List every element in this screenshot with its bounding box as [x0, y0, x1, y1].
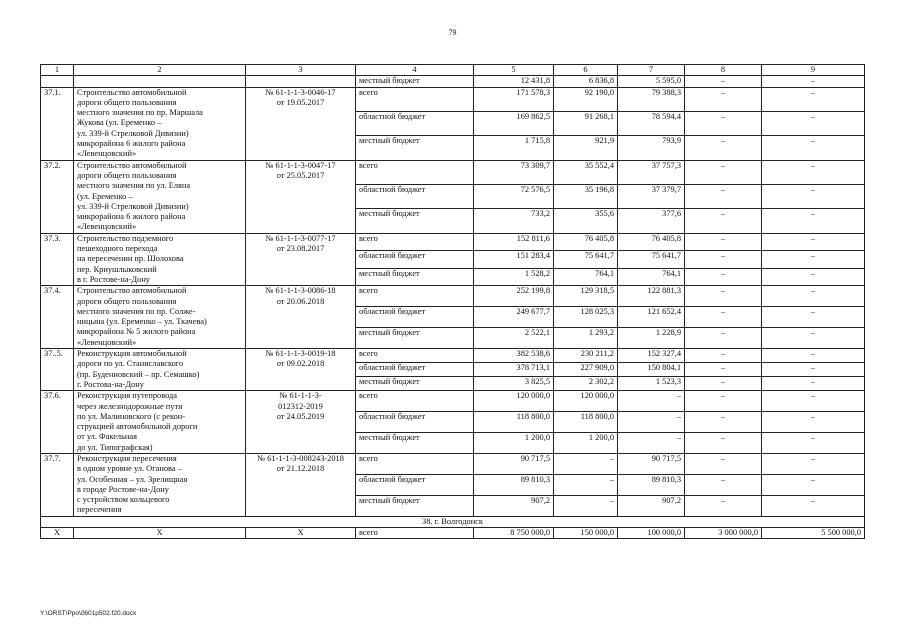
- section-title: 38. г. Волгодонск: [41, 516, 865, 527]
- item-number: 37.6.: [41, 391, 74, 454]
- value-col9: –: [762, 286, 865, 307]
- cell-line: на пересечении пр. Шолохова: [77, 254, 184, 264]
- value-col8: –: [685, 136, 762, 160]
- header-cell: 5: [474, 65, 554, 76]
- value-total: 382 538,6: [474, 349, 554, 363]
- section-row: [41, 516, 865, 527]
- cell-line: пер. Криушлыковский: [77, 264, 157, 274]
- cell-line: с устройством кольцевого: [77, 495, 170, 505]
- value-col7: 1 523,3: [618, 377, 685, 391]
- item-number: 37.1.: [41, 87, 74, 160]
- cell-line: № 61-1-1-3-0086-18: [265, 286, 336, 296]
- item-document: [246, 233, 356, 285]
- value-col7: 76 405,8: [618, 233, 685, 250]
- last-row-cell: Х: [41, 528, 74, 539]
- value-total: 1 200,0: [474, 433, 554, 454]
- value-total: 89 810,3: [474, 474, 554, 495]
- table-row: [41, 87, 865, 111]
- value-col8: –: [685, 377, 762, 391]
- value-col9: –: [762, 349, 865, 363]
- value-col7: 152 327,4: [618, 349, 685, 363]
- value-col6: 355,6: [554, 209, 618, 233]
- cell-line: Строительство автомобильной: [77, 286, 187, 296]
- value-col7: 907,2: [618, 495, 685, 516]
- value-col7: 1 228,9: [618, 328, 685, 349]
- value-col6: 35 196,8: [554, 185, 618, 209]
- cell-line: ул. 339-й Стрелковой Дивизии): [77, 201, 189, 211]
- cell-line: ул. 339-й Стрелковой Дивизии): [77, 128, 189, 138]
- funding-source: областной бюджет: [356, 111, 474, 135]
- item-name: [74, 160, 246, 233]
- item-document: [246, 76, 356, 87]
- header-cell: 9: [762, 65, 865, 76]
- value-col7: 37 379,7: [618, 185, 685, 209]
- item-name: [74, 76, 246, 87]
- cell-line: местного значения по пр. Маршала: [77, 108, 203, 118]
- value-col8: –: [685, 286, 762, 307]
- value-col7: 150 804,1: [618, 363, 685, 377]
- value-total: 169 862,5: [474, 111, 554, 135]
- table-row: [41, 391, 865, 412]
- value-col6: 92 190,0: [554, 87, 618, 111]
- value-col8: –: [685, 268, 762, 286]
- cell-line: струкцией автомобильной дороги: [77, 422, 198, 432]
- cell-line: «Левенцовский»: [77, 337, 137, 347]
- cell-line: № 61-1-1-3-0046-17: [265, 87, 336, 97]
- value-col8: –: [685, 349, 762, 363]
- value-col7: –: [618, 433, 685, 454]
- value-col8: –: [685, 160, 762, 184]
- value-total: 2 522,1: [474, 328, 554, 349]
- last-row-cell: 100 000,0: [618, 528, 685, 539]
- item-document: [246, 453, 356, 516]
- value-col9: –: [762, 233, 865, 250]
- value-total: 1 528,2: [474, 268, 554, 286]
- funding-source: областной бюджет: [356, 185, 474, 209]
- table-row: [41, 233, 865, 250]
- value-col8: –: [685, 251, 762, 268]
- value-col9: –: [762, 136, 865, 160]
- table-row: [41, 349, 865, 363]
- last-row-cell: 150 000,0: [554, 528, 618, 539]
- cell-line: дороги общего пользования: [77, 296, 177, 306]
- cell-line: (ул. Еременко –: [77, 191, 133, 201]
- value-col9: –: [762, 363, 865, 377]
- value-col6: 76 405,8: [554, 233, 618, 250]
- header-cell: 7: [618, 65, 685, 76]
- value-col9: –: [762, 111, 865, 135]
- value-col6: 128 025,3: [554, 307, 618, 328]
- value-total: 152 811,6: [474, 233, 554, 250]
- value-col7: –: [618, 412, 685, 433]
- value-col8: –: [685, 328, 762, 349]
- budget-table: [40, 64, 865, 539]
- value-col7: –: [618, 391, 685, 412]
- value-total: 12 431,8: [474, 76, 554, 87]
- funding-source: всего: [356, 160, 474, 184]
- item-document: [246, 391, 356, 454]
- value-col9: –: [762, 87, 865, 111]
- cell-line: местного значения по ул. Еляна: [77, 181, 191, 191]
- value-total: 120 000,0: [474, 391, 554, 412]
- cell-line: № 61-1-1-3-008243-2018: [257, 453, 344, 463]
- funding-source: областной бюджет: [356, 363, 474, 377]
- item-name: [74, 87, 246, 160]
- value-col9: –: [762, 209, 865, 233]
- cell-line: № 61-1-1-3-0077-17: [265, 233, 336, 243]
- cell-line: Реконструкция автомобильной: [77, 349, 187, 359]
- value-total: 72 576,5: [474, 185, 554, 209]
- file-path: Y:\ORST\Ppo\0601p502.f20.docx: [40, 610, 137, 617]
- value-col8: –: [685, 495, 762, 516]
- item-document: [246, 349, 356, 391]
- cell-line: «Левенцовский»: [77, 149, 137, 159]
- header-cell: 4: [356, 65, 474, 76]
- value-col8: –: [685, 87, 762, 111]
- cell-line: в одном уровне ул. Оганова –: [77, 464, 182, 474]
- header-cell: 2: [74, 65, 246, 76]
- item-document: [246, 286, 356, 349]
- cell-line: в г. Ростове-на-Дону: [77, 274, 150, 284]
- table-row: [41, 286, 865, 307]
- value-col9: –: [762, 160, 865, 184]
- value-col8: –: [685, 307, 762, 328]
- cell-line: по ул. Малиновского (с рекон-: [77, 411, 186, 421]
- value-col7: 377,6: [618, 209, 685, 233]
- value-total: 907,2: [474, 495, 554, 516]
- funding-source: всего: [356, 391, 474, 412]
- value-col6: 35 552,4: [554, 160, 618, 184]
- last-row-cell: Х: [246, 528, 356, 539]
- value-total: 118 800,0: [474, 412, 554, 433]
- table-header-row: [41, 65, 865, 76]
- funding-source: местный бюджет: [356, 495, 474, 516]
- value-total: 1 715,8: [474, 136, 554, 160]
- value-col9: –: [762, 453, 865, 474]
- value-col9: –: [762, 307, 865, 328]
- value-col7: 78 594,4: [618, 111, 685, 135]
- cell-line: Реконструкция пересечения: [77, 453, 177, 463]
- value-col8: –: [685, 412, 762, 433]
- value-col8: –: [685, 185, 762, 209]
- cell-line: от 23.08.2017: [276, 244, 325, 254]
- cell-line: № 61-1-1-3-: [279, 391, 322, 401]
- funding-source: местный бюджет: [356, 377, 474, 391]
- funding-source: местный бюджет: [356, 433, 474, 454]
- cell-line: пешеходного перехода: [77, 244, 158, 254]
- value-col9: –: [762, 474, 865, 495]
- value-total: 3 825,5: [474, 377, 554, 391]
- table-row: [41, 76, 865, 87]
- value-col9: –: [762, 251, 865, 268]
- value-col6: 6 836,8: [554, 76, 618, 87]
- table-row: [41, 528, 865, 539]
- value-col6: –: [554, 474, 618, 495]
- value-col6: 1 200,0: [554, 433, 618, 454]
- item-number: 37.4.: [41, 286, 74, 349]
- cell-line: дороги общего пользования: [77, 170, 177, 180]
- item-document: [246, 160, 356, 233]
- value-total: 733,2: [474, 209, 554, 233]
- cell-line: (пр. Буденновский – пр. Семашко): [77, 369, 200, 379]
- value-col8: –: [685, 76, 762, 87]
- cell-line: 012312-2019: [278, 401, 323, 411]
- item-name: [74, 453, 246, 516]
- value-col8: –: [685, 111, 762, 135]
- cell-line: от 21.12.2018: [276, 464, 325, 474]
- funding-source: местный бюджет: [356, 76, 474, 87]
- cell-line: Строительство автомобильной: [77, 87, 187, 97]
- cell-line: Реконструкция путепровода: [77, 391, 178, 401]
- table-row: [41, 160, 865, 184]
- value-col6: 129 318,5: [554, 286, 618, 307]
- value-col6: 120 000,0: [554, 391, 618, 412]
- cell-line: до ул. Типографская): [77, 442, 153, 452]
- funding-source: местный бюджет: [356, 209, 474, 233]
- value-col6: 75 641,7: [554, 251, 618, 268]
- value-col6: 230 211,2: [554, 349, 618, 363]
- cell-line: в городе Ростове-на-Дону: [77, 484, 169, 494]
- value-col9: –: [762, 268, 865, 286]
- funding-source: областной бюджет: [356, 412, 474, 433]
- cell-line: от 24.05.2019: [276, 411, 325, 421]
- value-col7: 5 595,0: [618, 76, 685, 87]
- cell-line: дороги общего пользования: [77, 97, 177, 107]
- value-col9: –: [762, 185, 865, 209]
- value-col6: 118 800,0: [554, 412, 618, 433]
- funding-source: областной бюджет: [356, 251, 474, 268]
- value-col8: –: [685, 209, 762, 233]
- cell-line: Жукова (ул. Еременко –: [77, 118, 162, 128]
- value-total: 252 199,8: [474, 286, 554, 307]
- value-col7: 90 717,5: [618, 453, 685, 474]
- value-total: 90 717,5: [474, 453, 554, 474]
- value-total: 151 283,4: [474, 251, 554, 268]
- value-total: 249 677,7: [474, 307, 554, 328]
- value-col8: –: [685, 453, 762, 474]
- last-row-cell: Х: [74, 528, 246, 539]
- cell-line: от ул. Факельная: [77, 432, 137, 442]
- last-row-cell: 5 500 000,0: [762, 528, 865, 539]
- item-name: [74, 233, 246, 285]
- value-total: 171 578,3: [474, 87, 554, 111]
- funding-source: всего: [356, 233, 474, 250]
- funding-source: областной бюджет: [356, 307, 474, 328]
- funding-source: местный бюджет: [356, 136, 474, 160]
- header-cell: 3: [246, 65, 356, 76]
- value-col7: 79 388,3: [618, 87, 685, 111]
- value-col6: 921,9: [554, 136, 618, 160]
- value-col6: 91 268,1: [554, 111, 618, 135]
- cell-line: «Левенцовский»: [77, 222, 137, 232]
- header-cell: 6: [554, 65, 618, 76]
- cell-line: от 19.05.2017: [276, 97, 325, 107]
- value-total: 378 713,1: [474, 363, 554, 377]
- cell-line: от 25.05.2017: [276, 170, 325, 180]
- value-col6: 227 909,0: [554, 363, 618, 377]
- last-row-cell: 8 750 000,0: [474, 528, 554, 539]
- value-col8: –: [685, 474, 762, 495]
- item-name: [74, 349, 246, 391]
- value-col6: –: [554, 495, 618, 516]
- cell-line: ул. Особенная – ул. Зрелищная: [77, 474, 188, 484]
- funding-source: всего: [356, 453, 474, 474]
- item-number: [41, 76, 74, 87]
- value-col7: 764,1: [618, 268, 685, 286]
- value-col8: –: [685, 391, 762, 412]
- value-col7: 793,9: [618, 136, 685, 160]
- item-name: [74, 391, 246, 454]
- last-row-cell: всего: [356, 528, 474, 539]
- cell-line: № 61-1-1-3-0047-17: [265, 160, 336, 170]
- funding-source: всего: [356, 87, 474, 111]
- value-col9: –: [762, 495, 865, 516]
- value-col7: 37 757,3: [618, 160, 685, 184]
- item-number: 37.3.: [41, 233, 74, 285]
- value-col7: 121 652,4: [618, 307, 685, 328]
- cell-line: местного значения по пр. Солже-: [77, 306, 196, 316]
- funding-source: всего: [356, 349, 474, 363]
- cell-line: микрорайона № 5 жилого района: [77, 327, 196, 337]
- value-col6: –: [554, 453, 618, 474]
- value-col9: –: [762, 377, 865, 391]
- value-total: 73 309,7: [474, 160, 554, 184]
- cell-line: от 20.06.2018: [276, 296, 325, 306]
- cell-line: дороги по ул. Станиславского: [77, 359, 184, 369]
- item-number: 37..5.: [41, 349, 74, 391]
- value-col7: 122 881,3: [618, 286, 685, 307]
- funding-source: областной бюджет: [356, 474, 474, 495]
- funding-source: местный бюджет: [356, 328, 474, 349]
- item-name: [74, 286, 246, 349]
- cell-line: № 61-1-1-3-0019-18: [265, 349, 336, 359]
- value-col9: –: [762, 412, 865, 433]
- cell-line: г. Ростова-на-Дону: [77, 379, 144, 389]
- item-number: 37.7.: [41, 453, 74, 516]
- value-col6: 2 302,2: [554, 377, 618, 391]
- value-col6: 764,1: [554, 268, 618, 286]
- cell-line: микрорайона 6 жилого района: [77, 212, 186, 222]
- value-col9: –: [762, 433, 865, 454]
- cell-line: микрорайона 6 жилого района: [77, 139, 186, 149]
- value-col9: –: [762, 391, 865, 412]
- funding-source: всего: [356, 286, 474, 307]
- item-number: 37.2.: [41, 160, 74, 233]
- value-col7: 75 641,7: [618, 251, 685, 268]
- cell-line: ницына (ул. Еременко – ул. Ткачева): [77, 317, 207, 327]
- cell-line: пересечения: [77, 505, 122, 515]
- value-col9: –: [762, 76, 865, 87]
- page-number: 79: [448, 28, 457, 37]
- funding-source: местный бюджет: [356, 268, 474, 286]
- value-col6: 1 293,2: [554, 328, 618, 349]
- cell-line: через железнодорожные пути: [77, 401, 183, 411]
- value-col9: –: [762, 328, 865, 349]
- cell-line: Строительство подземного: [77, 233, 174, 243]
- cell-line: от 09.02.2018: [276, 359, 325, 369]
- value-col8: –: [685, 363, 762, 377]
- cell-line: Строительство автомобильной: [77, 160, 187, 170]
- value-col8: –: [685, 233, 762, 250]
- table-row: [41, 453, 865, 474]
- last-row-cell: 3 000 000,0: [685, 528, 762, 539]
- header-cell: 1: [41, 65, 74, 76]
- header-cell: 8: [685, 65, 762, 76]
- value-col8: –: [685, 433, 762, 454]
- item-document: [246, 87, 356, 160]
- value-col7: 89 810,3: [618, 474, 685, 495]
